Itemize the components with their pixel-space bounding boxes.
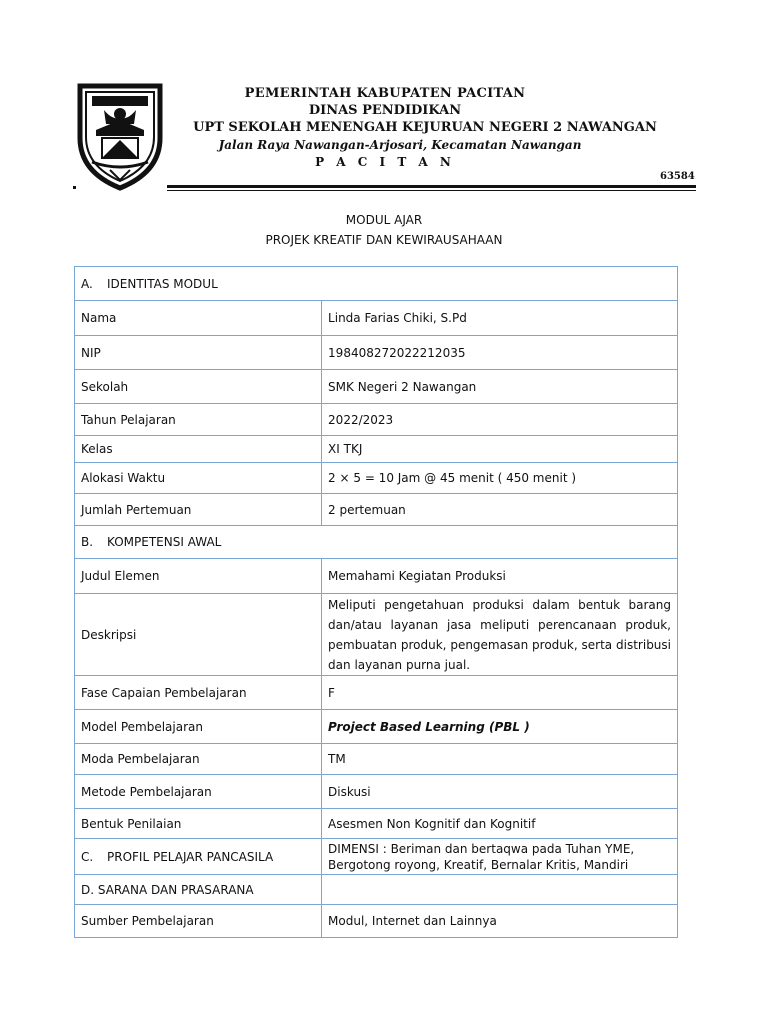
- section-row-c: [75, 839, 678, 875]
- section-letter: B.: [81, 535, 94, 549]
- row-label: Kelas: [75, 436, 322, 463]
- row-label: Nama: [75, 301, 322, 336]
- header-rule-thick: [167, 185, 696, 188]
- row-value: TM: [322, 744, 678, 775]
- row-label: Judul Elemen: [75, 559, 322, 594]
- table-row: [75, 710, 678, 744]
- row-value-description: Meliputi pengetahuan produksi dalam bentuk barang dan/atau layanan jasa meliputi perencanaan produk, pembuatan produk, pengemasan produk, serta distribusi dan layanan purna jual.: [322, 594, 678, 676]
- postal-code: 63584: [660, 171, 695, 182]
- row-value: 2022/2023: [322, 404, 678, 436]
- row-label: Jumlah Pertemuan: [75, 494, 322, 526]
- section-letter: A.: [81, 276, 93, 291]
- header-line-school: UPT SEKOLAH MENENGAH KEJURUAN NEGERI 2 NAWANGAN: [193, 120, 657, 135]
- table-row: [75, 301, 678, 336]
- row-label: Model Pembelajaran: [75, 710, 322, 744]
- table-row: [75, 436, 678, 463]
- table-row: [75, 336, 678, 370]
- table-row: [75, 744, 678, 775]
- row-label: NIP: [75, 336, 322, 370]
- table-row: [75, 494, 678, 526]
- row-value: XI TKJ: [322, 436, 678, 463]
- row-label: Sumber Pembelajaran: [75, 905, 322, 938]
- row-value: Asesmen Non Kognitif dan Kognitif: [322, 809, 678, 839]
- row-label: Deskripsi: [75, 594, 322, 676]
- row-value: 2 × 5 = 10 Jam @ 45 menit ( 450 menit ): [322, 463, 678, 494]
- header-line-government: PEMERINTAH KABUPATEN PACITAN: [244, 86, 526, 101]
- table-row: [75, 463, 678, 494]
- module-table: [74, 266, 678, 938]
- section-letter: C.: [81, 849, 94, 864]
- table-row: [75, 775, 678, 809]
- row-label: Bentuk Penilaian: [75, 809, 322, 839]
- table-row: [75, 676, 678, 710]
- empty-cell: [322, 875, 678, 905]
- row-value: Diskusi: [322, 775, 678, 809]
- table-row: [75, 809, 678, 839]
- row-value: Linda Farias Chiki, S.Pd: [322, 301, 678, 336]
- row-value: 198408272022212035: [322, 336, 678, 370]
- row-value-profile: DIMENSI : Beriman dan bertaqwa pada Tuhan YME, Bergotong royong, Kreatif, Bernalar Kritis, Mandiri: [322, 839, 678, 875]
- row-value: Memahami Kegiatan Produksi: [322, 559, 678, 594]
- header-line-address: Jalan Raya Nawangan-Arjosari, Kecamatan Nawangan: [218, 138, 582, 152]
- row-value: 2 pertemuan: [322, 494, 678, 526]
- section-kompetensi: [75, 526, 678, 559]
- table-row: [75, 594, 678, 676]
- header-rule-thin: [167, 190, 696, 191]
- table-row: [75, 559, 678, 594]
- table-row: [75, 404, 678, 436]
- header-line-department: DINAS PENDIDIKAN: [308, 103, 462, 118]
- row-value: F: [322, 676, 678, 710]
- section-row-d: [75, 875, 678, 905]
- section-label: IDENTITAS MODUL: [107, 276, 218, 291]
- section-row-b: [75, 526, 678, 559]
- section-profil: [75, 839, 322, 875]
- document-subtitle: PROJEK KREATIF DAN KEWIRAUSAHAAN: [265, 233, 503, 247]
- row-value: Project Based Learning (PBL ): [322, 710, 678, 744]
- row-value: Modul, Internet dan Lainnya: [322, 905, 678, 938]
- row-label: Alokasi Waktu: [75, 463, 322, 494]
- row-label: Moda Pembelajaran: [75, 744, 322, 775]
- row-label: Metode Pembelajaran: [75, 775, 322, 809]
- header-line-city: P A C I T A N: [315, 155, 455, 169]
- row-label: Fase Capaian Pembelajaran: [75, 676, 322, 710]
- letterhead: [0, 0, 768, 200]
- section-sarana: [75, 875, 322, 905]
- section-row-a: [75, 267, 678, 301]
- section-label: KOMPETENSI AWAL: [107, 535, 222, 549]
- section-label: D. SARANA DAN PRASARANA: [81, 882, 254, 897]
- row-label: Tahun Pelajaran: [75, 404, 322, 436]
- row-label: Sekolah: [75, 370, 322, 404]
- header-dot: [73, 186, 76, 189]
- section-label: PROFIL PELAJAR PANCASILA: [107, 849, 274, 864]
- row-value: SMK Negeri 2 Nawangan: [322, 370, 678, 404]
- section-identitas: [75, 267, 678, 301]
- document-title: MODUL AJAR: [345, 213, 423, 227]
- table-row: [75, 370, 678, 404]
- table-row: [75, 905, 678, 938]
